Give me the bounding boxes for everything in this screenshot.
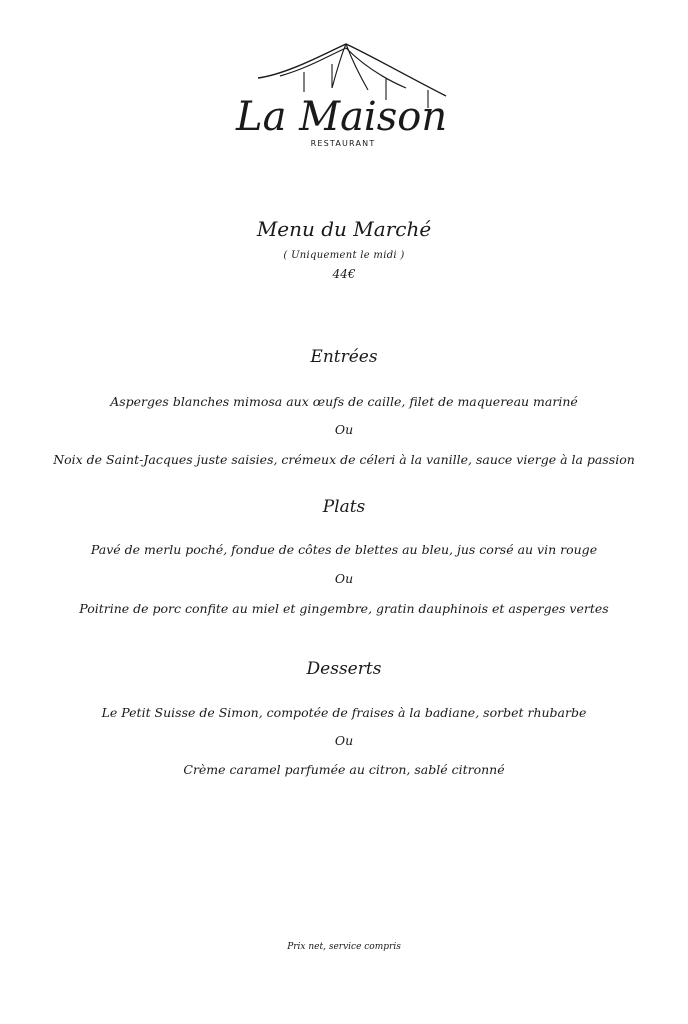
entree-separator: Ou xyxy=(334,422,354,437)
dessert-separator: Ou xyxy=(334,733,354,748)
restaurant-logo xyxy=(228,38,460,150)
menu-subtitle: ( Uniquement le midi ) xyxy=(283,250,405,261)
section-heading-entrees: Entrées xyxy=(310,347,378,367)
dessert-dish-1: Le Petit Suisse de Simon, compotée de fraises à la badiane, sorbet rhubarbe xyxy=(101,705,587,720)
footer-note: Prix net, service compris xyxy=(287,942,401,952)
entree-dish-1: Asperges blanches mimosa aux œufs de caille, filet de maquereau mariné xyxy=(110,394,578,409)
section-heading-desserts: Desserts xyxy=(306,659,382,679)
tent-logo-icon xyxy=(228,38,460,150)
dessert-dish-2: Crème caramel parfumée au citron, sablé citronné xyxy=(183,762,505,777)
plat-dish-1: Pavé de merlu poché, fondue de côtes de blettes au bleu, jus corsé au vin rouge xyxy=(90,542,598,557)
section-heading-plats: Plats xyxy=(322,497,366,517)
logo-tagline: RESTAURANT xyxy=(310,139,376,148)
entree-dish-2: Noix de Saint-Jacques juste saisies, crémeux de céleri à la vanille, sauce vierge à la passion xyxy=(53,452,635,467)
menu-price: 44€ xyxy=(332,267,356,281)
menu-title: Menu du Marché xyxy=(256,217,432,241)
plat-dish-2: Poitrine de porc confite au miel et gingembre, gratin dauphinois et asperges vertes xyxy=(79,601,609,616)
plat-separator: Ou xyxy=(334,571,354,586)
logo-name: La Maison xyxy=(236,94,448,140)
